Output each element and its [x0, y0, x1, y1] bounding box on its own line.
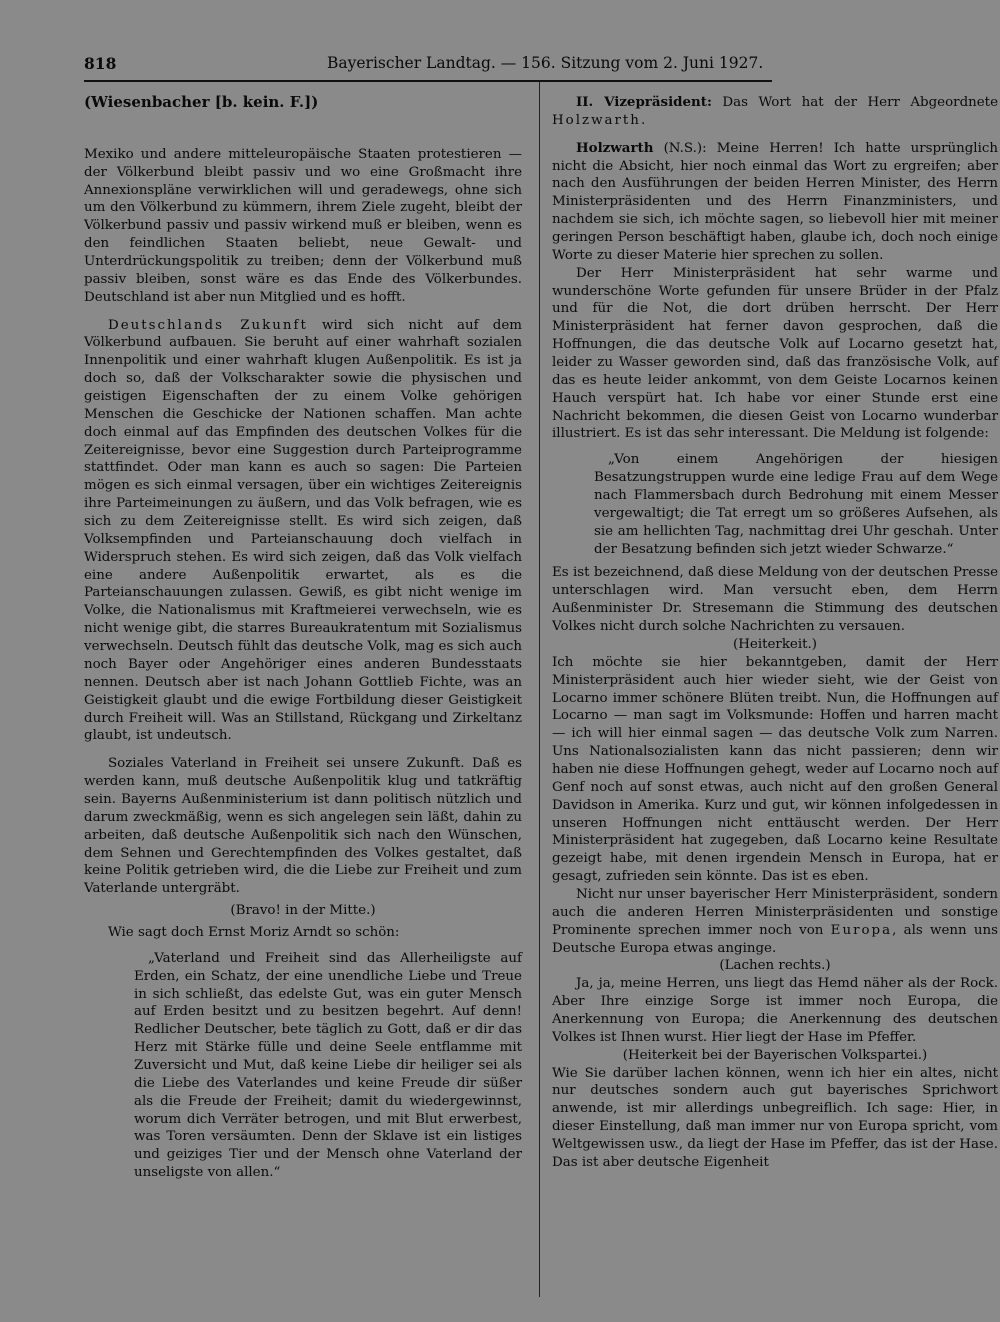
paragraph-text: Das Wort hat der Herr Abgeordnete: [711, 95, 998, 110]
running-title: Bayerischer Landtag. — 156. Sitzung vom 2. Juni 1927.: [327, 54, 764, 72]
column-head: (Wiesenbacher [b. kein. F.]): [84, 93, 319, 111]
paragraph-text: wird sich nicht auf dem Völkerbund aufbauen. Sie beruht auf einer wahrhaft sozialen Innenpolitik und einer wahrhaft klugen Außenpolitik. Es ist ja doch so, daß der Volkscharakter sowie die physischen und geistigen Eigenschaften der zu einem Volke gehörigen Menschen die Geschicke der Nationen schaffen. Man achte doch einmal auf das Empfinden des deutschen Volkes für die Zeitereignisse, bevor eine Suggestion durch Parteiprogramme stattfindet. Oder man kann es auch so sagen: Die Parteien mögen es sich einmal versagen, über ein wichtiges Zeitereignis ihre Parteimeinungen zu äußern, und das Volk befragen, wie es sich zu dem Zeitereignisse stellt. Es wird sich zeigen, daß Volksempfinden und Parteianschauung doch vielfach in Widerspruch stehen. Es wird sich zeigen, daß das Volk vielfach eine andere Außenpolitik erwartet, als es die Parteianschauungen zulassen. Gewiß, es gibt nicht wenige im Volke, die Nationalismus mit Kraftmeierei verwechseln, wie es nicht wenige gibt, die starres Bureaukratentum mit Sozialismus verwechseln. Deutsch fühlt das deutsche Volk, mag es sich auch noch Bayer oder Angehöriger eines anderen Bundesstaats nennen. Deutsch aber ist nach Johann Gottlieb Fichte, was an Geistigkeit glaubt und die ewige Fortbildung dieser Geistigkeit durch Freiheit will. Was an Stillstand, Rückgang und Zirkeltanz glaubt, ist undeutsch.: [84, 317, 522, 744]
paragraph-text: Meine Herren! Ich hatte ursprünglich nicht die Absicht, hier noch einmal das Wort zu ergreifen; aber nach den Ausführungen der beiden Herren Minister, des Herrn Ministerpräsidenten und des Herrn Finanzministers, und nachdem sie sich, ich möchte sagen, so liebevoll hier mit meiner geringen Person beschäftigt haben, glaube ich, doch noch einige Worte zu dieser Materie hier sprechen zu sollen.: [552, 140, 998, 263]
block-quote: „Vaterland und Freiheit sind das Allerheiligste auf Erden, ein Schatz, der eine unendliche Liebe und Treue in sich schließt, das edelste Gut, was ein guter Mensch auf Erden besitzt und zu besitzen begehrt. Auf denn! Redlicher Deutscher, bete täglich zu Gott, daß er dir das Herz mit Stärke fülle und deine Seele entflamme mit Zuversicht und Mut, daß keine Liebe dir heiliger sei als die Liebe des Vaterlandes und keine Freude dir süßer als die Freude der Freiheit; damit du wiedergewinnst, worum dich Verräter betrogen, und mit Blut erwerbest, was Toren versäumten. Denn der Sklave ist ein listiges und geiziges Tier und der Mensch ohne Vaterland der unseligste von allen.“: [134, 950, 522, 1181]
right-column: [552, 94, 998, 1172]
left-column: [84, 94, 522, 1188]
paragraph-text: Nicht nur unser bayerischer Herr Ministerpräsident, sondern auch die anderen Herren Ministerpräsidenten und sonstige Prominente sprechen immer noch von: [552, 886, 998, 938]
paragraph: Mexiko und andere mitteleuropäische Staaten protestieren — der Völkerbund bleibt passiv und wo eine Großmacht ihre Annexionspläne verwirklichen will und geradewegs, ohne sich um den Völkerbund zu kümmern, ihrem Ziele zugeht, bleibt der Völkerbund passiv und passiv wirkend muß er bleiben, wenn es den feindlichen Staaten beliebt, neue Gewalt- und Unterdrückungspolitik zu treiben; denn der Völkerbund muß passiv bleiben, sonst wäre es das Ende des Völkerbundes. Deutschland ist aber nun Mitglied und es hofft.: [84, 146, 522, 305]
paragraph: Soziales Vaterland in Freiheit sei unsere Zukunft. Daß es werden kann, muß deutsche Außenpolitik klug und tatkräftig sein. Bayerns Außenministerium ist dann politisch nützlich und darum zweckmäßig, wenn es sich angelegen sein läßt, dahin zu arbeiten, daß deutsche Außenpolitik sich nach den Wünschen, dem Sehnen und Gerechtempfinden des Volkes gestaltet, daß keine Politik getrieben wird, die die Liebe zur Freiheit und zum Vaterlande untergräbt.: [84, 756, 522, 897]
paragraph: Es ist bezeichnend, daß diese Meldung von der deutschen Presse unterschlagen wird. Man versucht eben, dem Herrn Außenminister Dr. Stresemann die Stimmung des deutschen Volkes nicht durch solche Nachrichten zu versauen.: [552, 565, 998, 635]
interjection: (Lachen rechts.): [719, 958, 831, 974]
speaker-name: II. Vizepräsident:: [576, 94, 712, 110]
page-number: 818: [84, 54, 117, 73]
paragraph: [84, 317, 522, 746]
paragraph: Ja, ja, meine Herren, uns liegt das Hemd näher als der Rock. Aber Ihre einzige Sorge ist immer noch Europa, die Anerkennung von Europa; die Anerkennung des deutschen Volkes ist Ihnen wurst. Hier liegt der Hase im Pfeffer.: [552, 976, 998, 1045]
spaced-emphasis: Deutschlands Zukunft: [108, 317, 308, 333]
paragraph: [552, 94, 998, 130]
header-rule: [84, 80, 772, 82]
speaker-name: Holzwarth: [576, 139, 654, 156]
paragraph: [552, 140, 998, 265]
interjection: (Heiterkeit bei der Bayerischen Volkspartei.): [622, 1047, 928, 1063]
paragraph: Der Herr Ministerpräsident hat sehr warme und wunderschöne Worte gefunden für unsere Brüder in der Pfalz und für die Not, die dort drüben herrscht. Der Herr Ministerpräsident hat ferner davon gesprochen, daß die Hoffnungen, die das deutsche Volk auf Locarno gesetzt hat, leider zu Wasser geworden sind, daß das französische Volk, auf das es heute leider ankommt, von dem Geiste Locarnos keinen Hauch verspürt hat. Ich habe vor einer Stunde erst eine Nachricht bekommen, die diesen Geist von Locarno wunderbar illustriert. Es ist das sehr interessant. Die Meldung ist folgende:: [552, 265, 998, 442]
page-header: [84, 54, 770, 80]
paragraph-text: .: [640, 112, 646, 128]
speaker-party: (N.S.):: [653, 140, 717, 156]
paragraph-text: , als wenn uns Deutsche Europa etwas anginge.: [552, 922, 998, 956]
spaced-emphasis: Holzwarth: [552, 112, 641, 128]
interjection: (Heiterkeit.): [733, 636, 817, 652]
paragraph: Wie Sie darüber lachen können, wenn ich hier ein altes, nicht nur deutsches sondern auch gut bayerisches Sprichwort anwende, ist mir allerdings unbegreiflich. Ich sage: Hier, in dieser Einstellung, daß man immer nur von Europa spricht, vom Weltgewissen usw., da liegt der Hase im Pfeffer, das ist der Hase. Das ist aber deutsche Eigenheit: [552, 1065, 998, 1170]
paragraph: Ich möchte sie hier bekanntgeben, damit der Herr Ministerpräsident auch hier wieder sieht, wie der Geist von Locarno immer schönere Blüten treibt. Nun, die Hoffnungen auf Locarno — man sagt im Volksmunde: Hoffen und harren macht — ich will hier einmal sagen — das deutsche Volk zum Narren. Uns Nationalsozialisten kann das nicht passieren; denn wir haben nie diese Hoffnungen gehegt, weder auf Locarno noch auf Genf noch auf sonst etwas, auch nicht auf den großen General Davidson in Amerika. Kurz und gut, wir können infolgedessen in unseren Hoffnungen nicht enttäuscht werden. Der Herr Ministerpräsident hat zugegeben, daß Locarno keine Resultate gezeigt habe, mit denen irgendein Mensch in Europa, hat er gesagt, zufrieden sein könnte. Das ist es eben.: [552, 654, 998, 885]
block-quote: „Von einem Angehörigen der hiesigen Besatzungstruppen wurde eine ledige Frau auf dem Wege nach Flammersbach durch Bedrohung mit einem Messer vergewaltigt; die Tat erregt um so größeres Aufsehen, als sie am hellichten Tag, nachmittag drei Uhr geschah. Unter der Besatzung befinden sich jetzt wieder Schwarze.“: [594, 452, 998, 557]
interjection: (Bravo! in der Mitte.): [230, 903, 376, 919]
paragraph: [552, 886, 998, 957]
spaced-emphasis: Europa: [830, 922, 893, 938]
paragraph: Wie sagt doch Ernst Moriz Arndt so schön:: [108, 924, 400, 940]
column-divider: [539, 82, 540, 1297]
